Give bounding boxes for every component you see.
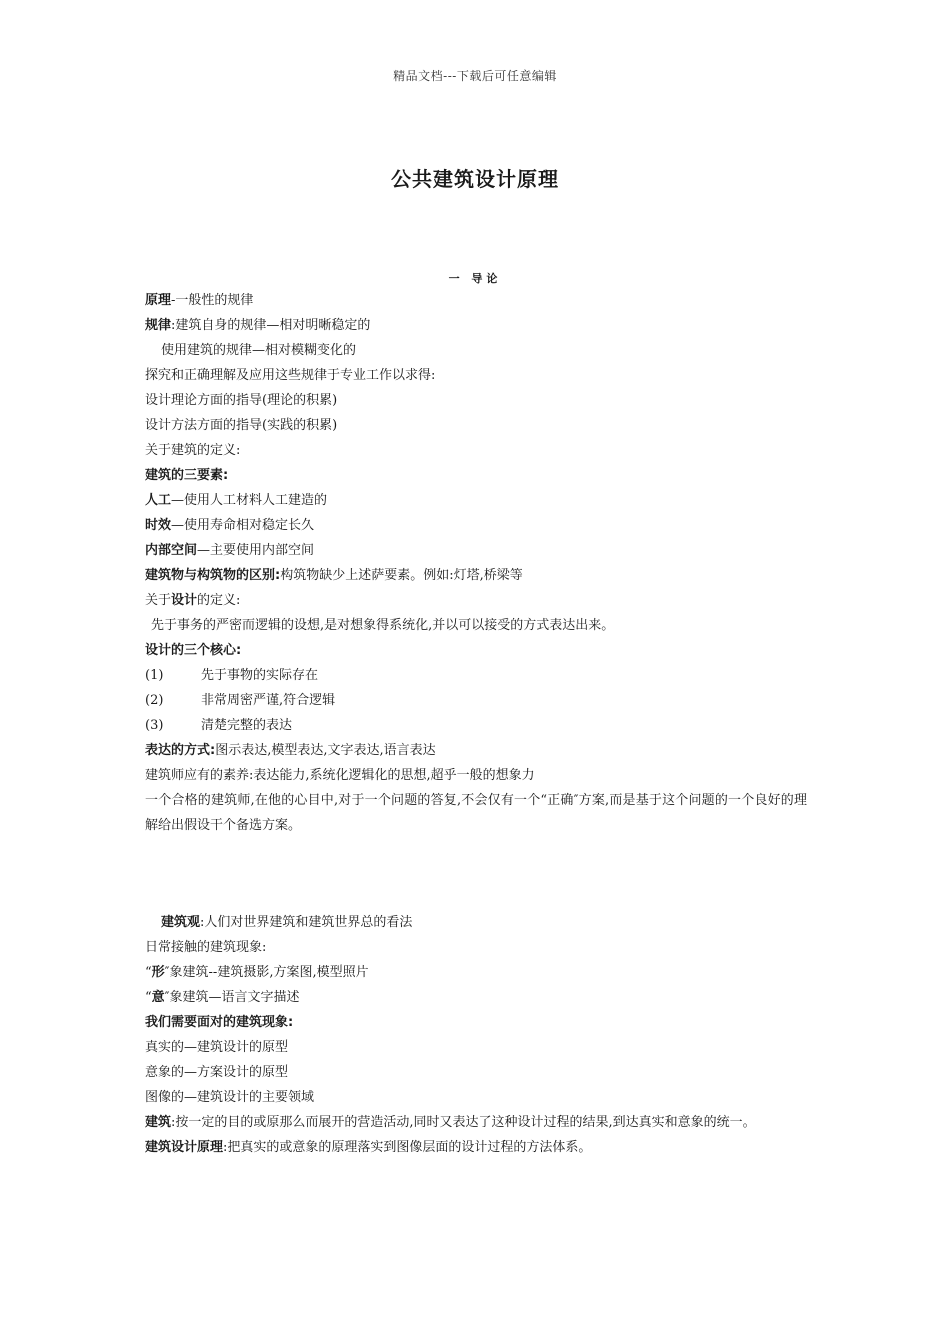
term-label: 规律 (145, 318, 172, 333)
term-text: ″象建筑--建筑摄影,方案图,模型照片 (164, 965, 369, 980)
paragraph-line (145, 1135, 807, 1160)
term-label: 意 (151, 990, 165, 1005)
architecture-view-section (145, 910, 807, 1160)
list-item-text: 清楚完整的表达 (201, 718, 293, 733)
section-heading: 一 导论 (448, 272, 502, 285)
paragraph-line: 先于事务的严密而逻辑的设想,是对想象得系统化,并以可以接受的方式表达出来。 (151, 618, 615, 633)
list-item-number: (3) (145, 718, 164, 733)
paragraph-line (145, 288, 807, 313)
term-label: 建筑观 (161, 915, 201, 930)
term-text: 的定义: (197, 593, 241, 608)
term-text: —主要使用内部空间 (197, 543, 315, 558)
term-text: —使用寿命相对稳定长久 (171, 518, 315, 533)
subheading: 我们需要面对的建筑现象: (145, 1015, 294, 1030)
paragraph-line: 真实的—建筑设计的原型 (145, 1040, 289, 1055)
paragraph-line (145, 960, 807, 985)
paragraph-line (145, 738, 807, 763)
term-label: 内部空间 (145, 543, 198, 558)
paragraph-line (145, 563, 807, 588)
document-title: 公共建筑设计原理 (391, 167, 559, 191)
paragraph-line: 探究和正确理解及应用这些规律于专业工作以求得: (145, 368, 436, 383)
paragraph-line: 设计理论方面的指导(理论的积累) (145, 393, 338, 408)
list-item-number: (2) (145, 693, 164, 708)
list-item-number: (1) (145, 668, 164, 683)
list-item-text: 先于事物的实际存在 (201, 668, 319, 683)
list-item (145, 688, 807, 713)
list-item (145, 713, 807, 738)
paragraph: 一个合格的建筑师,在他的心目中,对于一个问题的答复,不会仅有一个“正确″方案,而是基于这个问题的一个良好的理解给出假设干个备选方案。 (145, 793, 807, 833)
paragraph-line: 图像的—建筑设计的主要领域 (145, 1090, 315, 1105)
term-label: 建筑 (145, 1115, 172, 1130)
paragraph-line (145, 488, 807, 513)
term-label: 设计 (171, 593, 198, 608)
paragraph-line: 关于建筑的定义: (145, 443, 241, 458)
term-label: 形 (151, 965, 165, 980)
list-item-text: 非常周密严谨,符合逻辑 (201, 693, 336, 708)
paragraph-line (145, 313, 807, 338)
paragraph-line (145, 910, 807, 935)
list-item (145, 663, 807, 688)
term-text: :人们对世界建筑和建筑世界总的看法 (200, 915, 413, 930)
term-text: 关于 (145, 593, 172, 608)
paragraph-line: 设计方法方面的指导(实践的积累) (145, 418, 338, 433)
term-text: —使用人工材料人工建造的 (171, 493, 328, 508)
page-header-note: 精品文档---下载后可任意编辑 (393, 69, 557, 83)
paragraph-line (145, 588, 807, 613)
term-text: :建筑自身的规律—相对明晰稳定的 (171, 318, 371, 333)
paragraph-line: 意象的—方案设计的原型 (145, 1065, 289, 1080)
term-label: 原理 (145, 293, 172, 308)
paragraph (145, 1110, 807, 1135)
term-label: 表达的方式: (145, 743, 216, 758)
paragraph-line (145, 513, 807, 538)
term-text: 构筑物缺少上述萨要素。例如:灯塔,桥梁等 (280, 568, 523, 583)
term-label: 建筑物与构筑物的区别: (145, 568, 281, 583)
paragraph-line: 使用建筑的规律—相对模糊变化的 (161, 343, 357, 358)
subheading: 建筑的三要素: (145, 468, 229, 483)
term-label: 人工 (145, 493, 172, 508)
paragraph-line: 建筑师应有的素养:表达能力,系统化逻辑化的思想,超乎一般的想象力 (145, 768, 535, 783)
quote-mark: “ (145, 965, 152, 980)
paragraph-line: 日常接触的建筑现象: (145, 940, 267, 955)
subheading: 设计的三个核心: (145, 643, 242, 658)
term-text: -一般性的规律 (171, 293, 254, 308)
term-text: :把真实的或意象的原理落实到图像层面的设计过程的方法体系。 (223, 1140, 592, 1155)
paragraph-line (145, 985, 807, 1010)
term-label: 建筑设计原理 (145, 1140, 224, 1155)
paragraph-line (145, 538, 807, 563)
quote-mark: “ (145, 990, 152, 1005)
term-text: ″象建筑—语言文字描述 (164, 990, 300, 1005)
intro-section (145, 288, 807, 838)
term-text: :按一定的目的或原那么而展开的营造活动,同时又表达了这种设计过程的结果,到达真实和意象的统一。 (171, 1115, 756, 1130)
term-label: 时效 (145, 518, 172, 533)
term-text: 图示表达,模型表达,文字表达,语言表达 (215, 743, 436, 758)
